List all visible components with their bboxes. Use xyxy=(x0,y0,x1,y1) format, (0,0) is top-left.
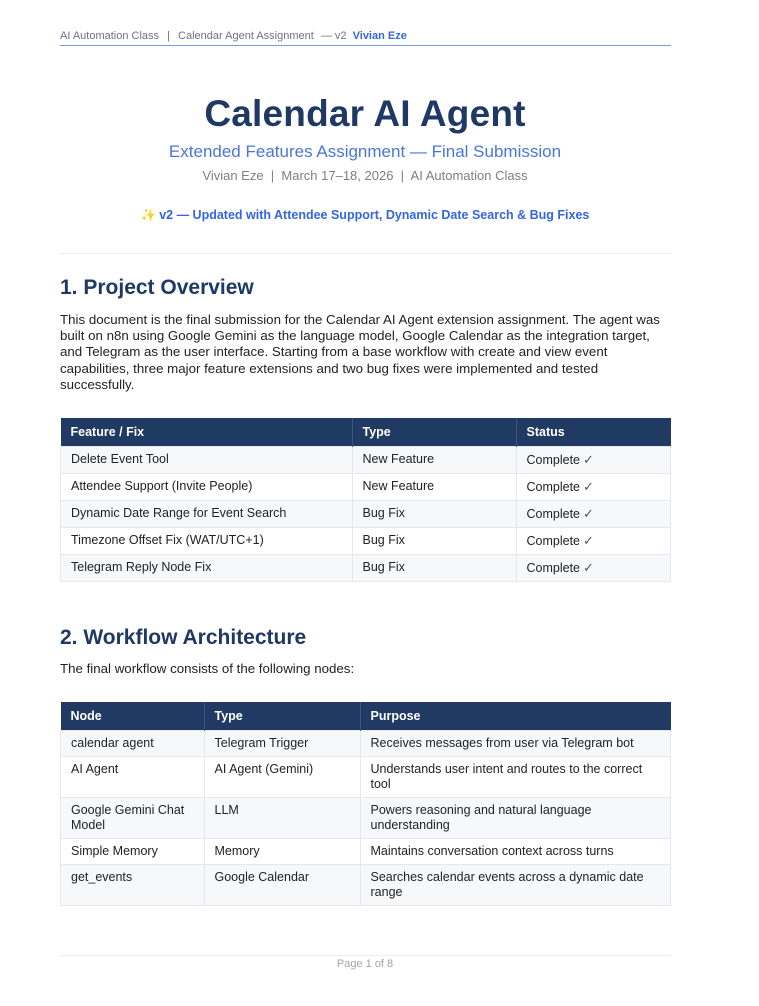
type-cell: New Feature xyxy=(352,447,516,474)
header-author: Vivian Eze xyxy=(352,30,407,42)
sparkles-icon: ✨ xyxy=(140,208,157,222)
type-cell: New Feature xyxy=(352,474,516,501)
table-row xyxy=(61,757,671,798)
footer-divider xyxy=(60,955,671,956)
status-cell xyxy=(516,501,671,528)
section-divider xyxy=(60,253,671,254)
type-cell: Memory xyxy=(204,839,360,865)
node-cell: Simple Memory xyxy=(61,839,205,865)
purpose-cell: Searches calendar events across a dynamic date range xyxy=(360,865,671,906)
header-separator: | xyxy=(167,30,170,42)
table-row xyxy=(61,501,671,528)
purpose-cell: Receives messages from user via Telegram bot xyxy=(360,731,671,757)
feature-cell: Delete Event Tool xyxy=(61,447,353,474)
feature-cell: Attendee Support (Invite People) xyxy=(61,474,353,501)
type-cell: Google Calendar xyxy=(204,865,360,906)
nodes-table xyxy=(60,702,671,906)
version-note xyxy=(0,208,730,223)
version-note-text: v2 — Updated with Attendee Support, Dynamic Date Search & Bug Fixes xyxy=(159,208,590,222)
features-table xyxy=(60,418,671,582)
nodes-table-header xyxy=(61,702,671,731)
features-table-header xyxy=(61,418,671,447)
column-header-status: Status xyxy=(516,418,671,447)
table-row xyxy=(61,528,671,555)
status-text: Complete xyxy=(526,480,580,494)
status-cell xyxy=(516,447,671,474)
column-header-purpose: Purpose xyxy=(360,702,671,731)
purpose-cell: Understands user intent and routes to the correct tool xyxy=(360,757,671,798)
type-cell: Bug Fix xyxy=(352,555,516,582)
table-row xyxy=(61,447,671,474)
table-row xyxy=(61,839,671,865)
document-title: Calendar AI Agent xyxy=(204,93,526,134)
status-cell xyxy=(516,528,671,555)
node-cell: Google Gemini Chat Model xyxy=(61,798,205,839)
table-row xyxy=(61,798,671,839)
check-icon: ✓ xyxy=(583,506,594,521)
status-cell xyxy=(516,474,671,501)
project-overview-paragraph: This document is the final submission for the Calendar AI Agent extension assignment. The agent was built on n8n using Google Gemini as the language model, Google Calendar as the integration target, and Telegram as the user interface. Starting from a base workflow with create and view event capabilities, three major feature extensions and two bug fixes were implemented and tested successfully. xyxy=(60,312,660,392)
type-cell: Telegram Trigger xyxy=(204,731,360,757)
running-header xyxy=(60,30,671,46)
node-cell: AI Agent xyxy=(61,757,205,798)
column-header-type: Type xyxy=(352,418,516,447)
status-text: Complete xyxy=(526,534,580,548)
node-cell: calendar agent xyxy=(61,731,205,757)
section-heading-workflow-architecture: 2. Workflow Architecture xyxy=(60,626,307,649)
table-row xyxy=(61,865,671,906)
header-assignment: Calendar Agent Assignment xyxy=(178,30,314,42)
check-icon: ✓ xyxy=(583,560,594,575)
feature-cell: Dynamic Date Range for Event Search xyxy=(61,501,353,528)
type-cell: LLM xyxy=(204,798,360,839)
status-text: Complete xyxy=(526,561,580,575)
type-cell: Bug Fix xyxy=(352,501,516,528)
column-header-node: Node xyxy=(61,702,205,731)
status-text: Complete xyxy=(526,453,580,467)
document-subtitle: Extended Features Assignment — Final Submission xyxy=(168,142,562,161)
table-row xyxy=(61,555,671,582)
check-icon: ✓ xyxy=(583,452,594,467)
purpose-cell: Maintains conversation context across turns xyxy=(360,839,671,865)
type-cell: AI Agent (Gemini) xyxy=(204,757,360,798)
status-cell xyxy=(516,555,671,582)
feature-cell: Timezone Offset Fix (WAT/UTC+1) xyxy=(61,528,353,555)
table-row xyxy=(61,731,671,757)
document-meta: Vivian Eze | March 17–18, 2026 | AI Automation Class xyxy=(202,168,528,183)
purpose-cell: Powers reasoning and natural language understanding xyxy=(360,798,671,839)
status-text: Complete xyxy=(526,507,580,521)
header-version: — v2 xyxy=(320,30,347,42)
page-number: Page 1 of 8 xyxy=(336,958,394,970)
check-icon: ✓ xyxy=(583,479,594,494)
header-course: AI Automation Class xyxy=(60,30,160,42)
column-header-type: Type xyxy=(204,702,360,731)
table-row xyxy=(61,474,671,501)
feature-cell: Telegram Reply Node Fix xyxy=(61,555,353,582)
type-cell: Bug Fix xyxy=(352,528,516,555)
workflow-architecture-paragraph: The final workflow consists of the following nodes: xyxy=(60,661,355,676)
column-header-feature: Feature / Fix xyxy=(61,418,353,447)
node-cell: get_events xyxy=(61,865,205,906)
section-heading-project-overview: 1. Project Overview xyxy=(60,276,254,299)
check-icon: ✓ xyxy=(583,533,594,548)
